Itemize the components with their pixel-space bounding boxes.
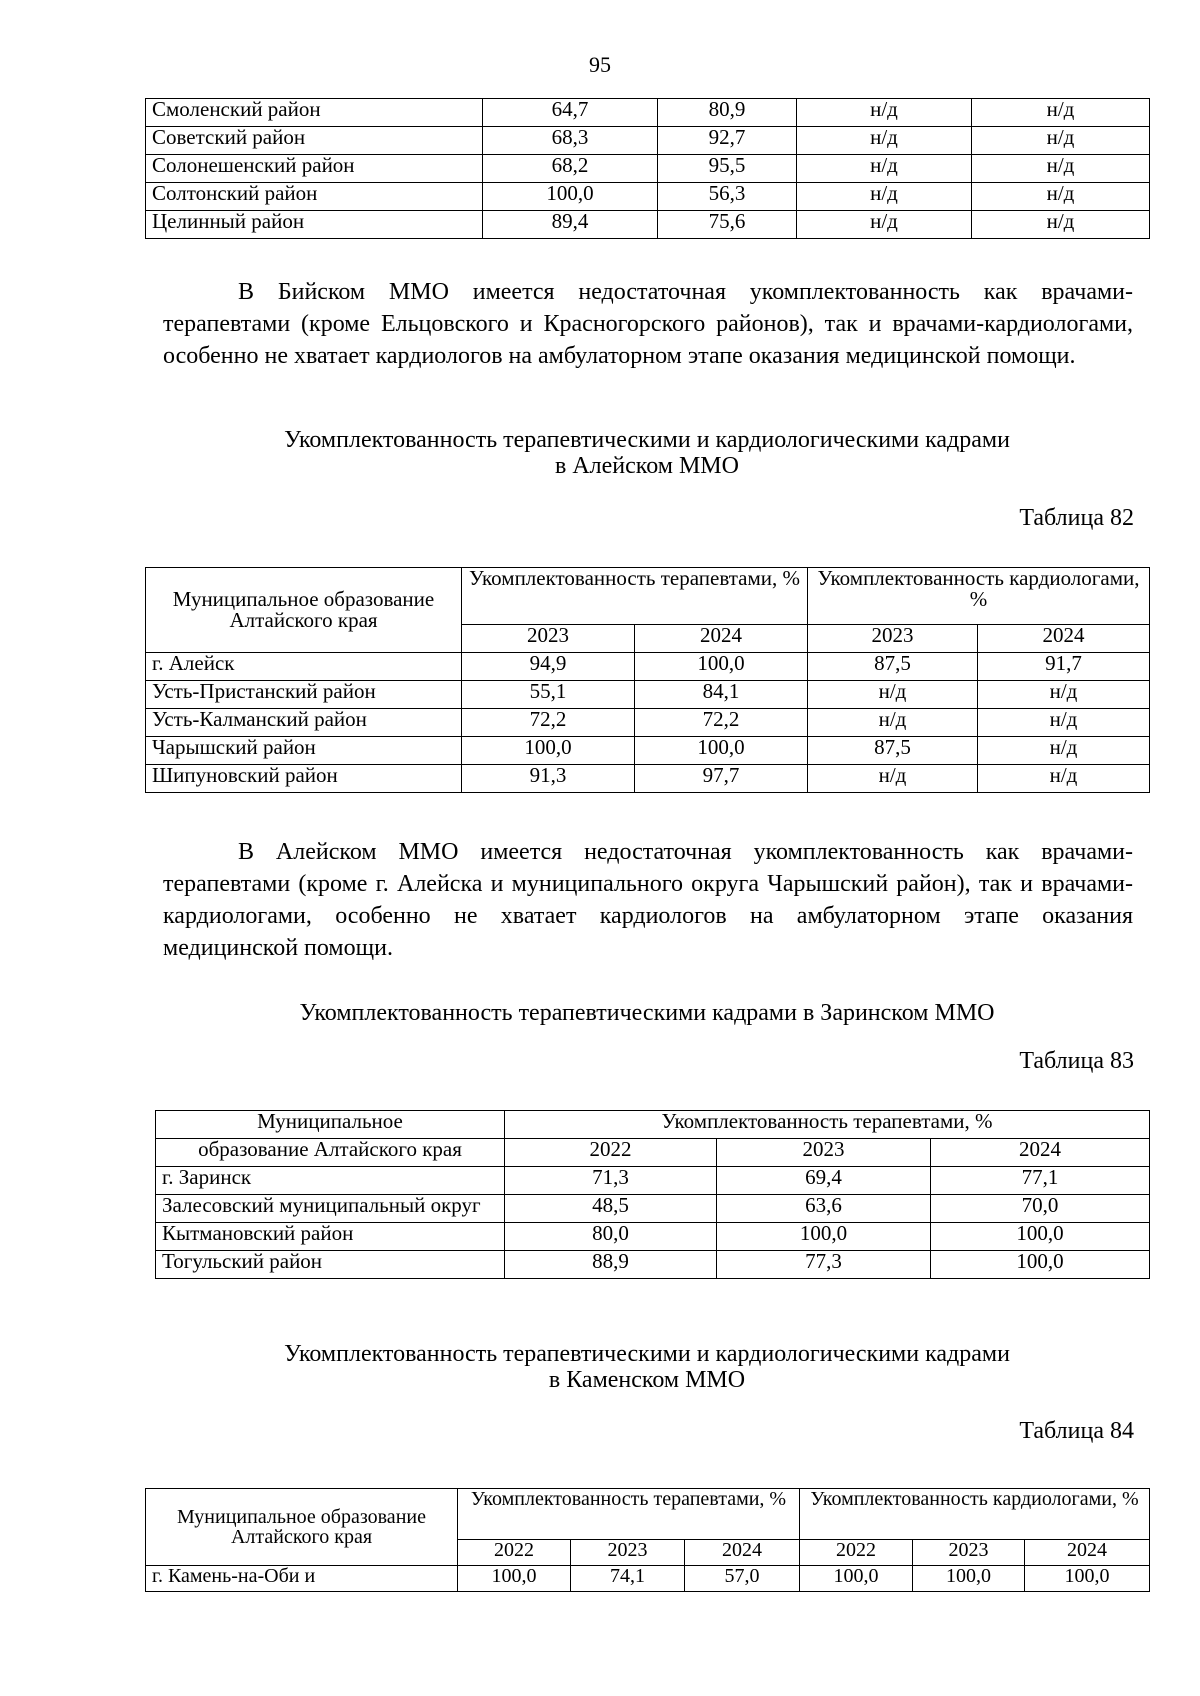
table-cell-municipality: г. Заринск xyxy=(156,1167,505,1195)
table-cell-value: 63,6 xyxy=(717,1195,931,1223)
table-cell-municipality: Шипуновский район xyxy=(146,765,462,793)
table-cell-value: н/д xyxy=(797,127,972,155)
table-cell-value: 95,5 xyxy=(658,155,797,183)
table-cell-value: н/д xyxy=(808,709,978,737)
table-cell-value: 94,9 xyxy=(462,653,635,681)
table-row xyxy=(156,1223,1150,1251)
table-cell-value: 48,5 xyxy=(505,1195,717,1223)
table-row xyxy=(146,211,1150,239)
table-cell-value: 87,5 xyxy=(808,737,978,765)
table-cell-value: 55,1 xyxy=(462,681,635,709)
table-cell-value: 100,0 xyxy=(458,1566,571,1592)
table-84-header-therapists: Укомплектованность терапевтами, % xyxy=(458,1489,800,1540)
page-number: 95 xyxy=(589,52,611,77)
table-82-header-cardiologists: Укомплектованность кардиологами, % xyxy=(808,568,1150,625)
table-cell-value: н/д xyxy=(797,99,972,127)
table-cell-municipality: Солтонский район xyxy=(146,183,483,211)
table-cell-value: 74,1 xyxy=(571,1566,685,1592)
table-cell-value: 91,7 xyxy=(978,653,1150,681)
caption-kamen xyxy=(145,1341,1149,1393)
table-cell-value: н/д xyxy=(978,737,1150,765)
table-row xyxy=(146,127,1150,155)
table-cell-value: 56,3 xyxy=(658,183,797,211)
table-cell-value: 100,0 xyxy=(931,1251,1150,1279)
table-cell-value: 84,1 xyxy=(635,681,808,709)
table-84-header-municipality: Муниципальное образование Алтайского края xyxy=(146,1489,458,1566)
table-84-year: 2024 xyxy=(1025,1540,1150,1566)
table-82-year: 2023 xyxy=(462,625,635,653)
table-cell-municipality: Тогульский район xyxy=(156,1251,505,1279)
table-cell-municipality: Кытмановский район xyxy=(156,1223,505,1251)
table-row xyxy=(156,1195,1150,1223)
table-82-header-municipality: Муниципальное образование Алтайского края xyxy=(146,568,462,653)
table-cell-municipality: Усть-Калманский район xyxy=(146,709,462,737)
table-row xyxy=(146,737,1150,765)
table-cell-value: 57,0 xyxy=(685,1566,800,1592)
table-cell-value: н/д xyxy=(972,155,1150,183)
table-cell-value: 71,3 xyxy=(505,1167,717,1195)
table-cell-value: 80,0 xyxy=(505,1223,717,1251)
table-cell-municipality: Солонешенский район xyxy=(146,155,483,183)
caption-aleysk-line1: Укомплектованность терапевтическими и кардиологическими кадрами xyxy=(284,427,1010,453)
table-84-year: 2023 xyxy=(913,1540,1025,1566)
table-row xyxy=(146,765,1150,793)
table-cell-value: 100,0 xyxy=(800,1566,913,1592)
table-83-header-municipality-1: Муниципальное xyxy=(156,1111,505,1139)
table-cell-value: н/д xyxy=(797,155,972,183)
caption-kamen-line1: Укомплектованность терапевтическими и кардиологическими кадрами xyxy=(284,1341,1010,1367)
table-cell-value: н/д xyxy=(972,211,1150,239)
table-83-body xyxy=(156,1167,1150,1279)
table-cell-value: н/д xyxy=(978,681,1150,709)
table-cell-municipality: г. Алейск xyxy=(146,653,462,681)
table-cell-value: 100,0 xyxy=(635,737,808,765)
table-83-year: 2024 xyxy=(931,1139,1150,1167)
table-cell-value: н/д xyxy=(808,765,978,793)
table-cell-value: н/д xyxy=(978,765,1150,793)
table-83-header-therapists: Укомплектованность терапевтами, % xyxy=(505,1111,1150,1139)
table-81-body xyxy=(146,99,1150,239)
table-84-label: Таблица 84 xyxy=(1019,1418,1134,1444)
table-82-year: 2024 xyxy=(635,625,808,653)
table-cell-value: 75,6 xyxy=(658,211,797,239)
table-cell-municipality: г. Камень-на-Оби и xyxy=(146,1566,458,1592)
table-cell-value: 92,7 xyxy=(658,127,797,155)
table-84-year: 2024 xyxy=(685,1540,800,1566)
table-84-body xyxy=(146,1566,1150,1592)
table-cell-municipality: Усть-Пристанский район xyxy=(146,681,462,709)
table-82-year: 2023 xyxy=(808,625,978,653)
caption-aleysk xyxy=(145,427,1149,479)
table-83-year: 2022 xyxy=(505,1139,717,1167)
table-cell-value: 100,0 xyxy=(462,737,635,765)
table-84-year: 2022 xyxy=(458,1540,571,1566)
caption-kamen-line2: в Каменском ММО xyxy=(548,1367,746,1393)
table-row xyxy=(146,681,1150,709)
table-row xyxy=(146,653,1150,681)
table-84 xyxy=(145,1488,1150,1592)
table-row xyxy=(146,155,1150,183)
table-row xyxy=(156,1167,1150,1195)
table-cell-value: 72,2 xyxy=(462,709,635,737)
table-row xyxy=(146,183,1150,211)
table-cell-value: н/д xyxy=(972,127,1150,155)
table-cell-value: 64,7 xyxy=(483,99,658,127)
table-82-header-therapists: Укомплектованность терапевтами, % xyxy=(462,568,808,625)
table-cell-value: 100,0 xyxy=(1025,1566,1150,1592)
table-cell-value: 97,7 xyxy=(635,765,808,793)
paragraph-aleysk: В Алейском ММО имеется недостаточная укомплектованность как врачами-терапевтами (кроме г. Алейска и муниципального округа Чарышский район), так и врачами-кардиологами, особенно не хватает кардиологов на амбулаторном этапе оказания медицинской помощи. xyxy=(163,839,1133,961)
table-82-label: Таблица 82 xyxy=(1019,505,1134,531)
table-cell-value: 89,4 xyxy=(483,211,658,239)
table-cell-value: 68,2 xyxy=(483,155,658,183)
table-cell-value: 100,0 xyxy=(717,1223,931,1251)
table-cell-municipality: Чарышский район xyxy=(146,737,462,765)
table-cell-value: 100,0 xyxy=(635,653,808,681)
table-83-header-municipality-2: образование Алтайского края xyxy=(156,1139,505,1167)
table-cell-value: 70,0 xyxy=(931,1195,1150,1223)
table-cell-value: 77,1 xyxy=(931,1167,1150,1195)
table-cell-value: 72,2 xyxy=(635,709,808,737)
table-cell-municipality: Смоленский район xyxy=(146,99,483,127)
table-row xyxy=(146,709,1150,737)
table-82-body xyxy=(146,653,1150,793)
table-cell-value: 100,0 xyxy=(931,1223,1150,1251)
table-cell-value: 80,9 xyxy=(658,99,797,127)
table-cell-municipality: Залесовский муниципальный округ xyxy=(156,1195,505,1223)
table-cell-value: 77,3 xyxy=(717,1251,931,1279)
table-cell-value: н/д xyxy=(972,99,1150,127)
table-82-year: 2024 xyxy=(978,625,1150,653)
table-row xyxy=(146,1566,1150,1592)
table-83-year: 2023 xyxy=(717,1139,931,1167)
table-83-label: Таблица 83 xyxy=(1019,1048,1134,1074)
table-cell-value: н/д xyxy=(978,709,1150,737)
table-cell-value: н/д xyxy=(797,183,972,211)
table-84-year: 2023 xyxy=(571,1540,685,1566)
table-cell-value: н/д xyxy=(972,183,1150,211)
table-cell-municipality: Советский район xyxy=(146,127,483,155)
table-cell-value: 91,3 xyxy=(462,765,635,793)
table-cell-value: 88,9 xyxy=(505,1251,717,1279)
caption-zarinsk: Укомплектованность терапевтическими кадрами в Заринском ММО xyxy=(299,1000,995,1026)
table-row xyxy=(156,1251,1150,1279)
table-81-continued xyxy=(145,98,1150,239)
table-cell-value: 87,5 xyxy=(808,653,978,681)
table-82 xyxy=(145,567,1150,793)
table-cell-value: 69,4 xyxy=(717,1167,931,1195)
table-cell-value: 68,3 xyxy=(483,127,658,155)
caption-aleysk-line2: в Алейском ММО xyxy=(555,453,739,479)
table-cell-value: н/д xyxy=(808,681,978,709)
table-row xyxy=(146,99,1150,127)
table-cell-value: 100,0 xyxy=(483,183,658,211)
table-cell-value: н/д xyxy=(797,211,972,239)
table-cell-municipality: Целинный район xyxy=(146,211,483,239)
paragraph-biysk: В Бийском ММО имеется недостаточная укомплектованность как врачами-терапевтами (кроме Ельцовского и Красногорского районов), так и врачами-кардиологами, особенно не хватает кардиологов на амбулаторном этапе оказания медицинской помощи. xyxy=(163,279,1133,369)
table-cell-value: 100,0 xyxy=(913,1566,1025,1592)
table-84-year: 2022 xyxy=(800,1540,913,1566)
table-83 xyxy=(155,1110,1150,1279)
table-84-header-cardiologists: Укомплектованность кардиологами, % xyxy=(800,1489,1150,1540)
